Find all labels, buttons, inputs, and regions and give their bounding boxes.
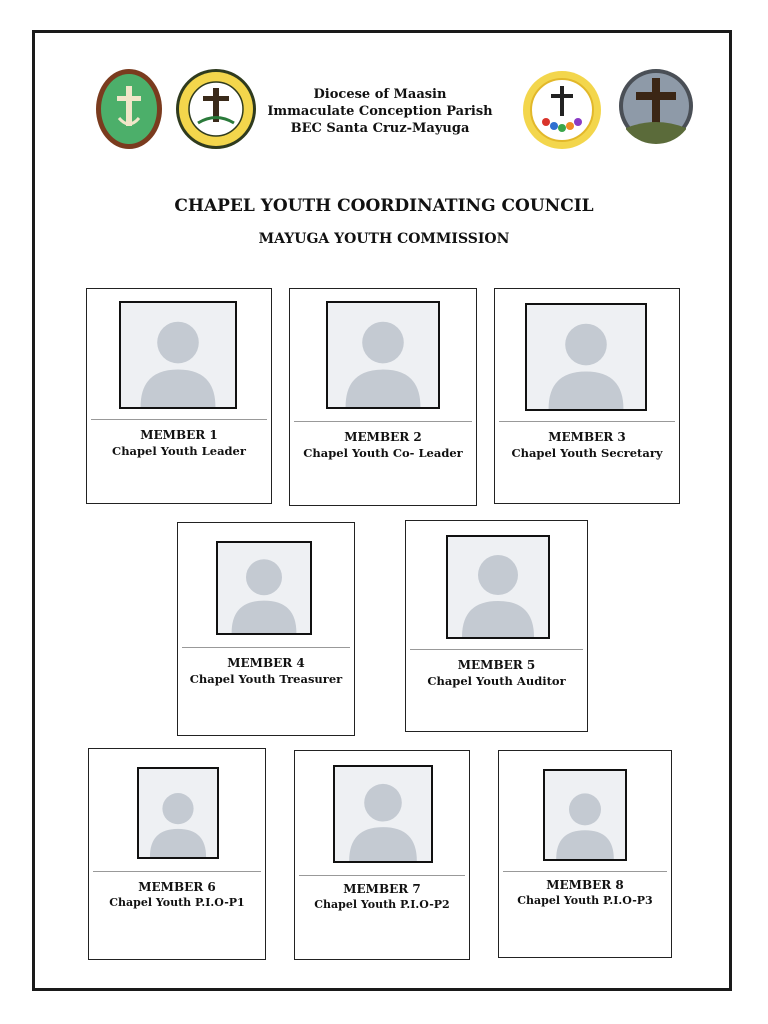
member-role: Chapel Youth P.I.O-P2 — [314, 898, 450, 911]
member-name: MEMBER 8 — [546, 878, 624, 892]
member-photo-placeholder — [216, 541, 312, 635]
member-name: MEMBER 6 — [138, 880, 216, 894]
member-photo-placeholder — [446, 535, 550, 639]
member-role: Chapel Youth Co- Leader — [303, 446, 463, 460]
member-role: Chapel Youth Treasurer — [189, 672, 343, 686]
member-info — [499, 877, 671, 909]
member-name: MEMBER 2 — [344, 430, 422, 444]
member-name: MEMBER 3 — [548, 430, 626, 444]
diocese-text: Diocese of Maasin — [313, 87, 447, 102]
card-divider — [294, 421, 472, 422]
member-photo-placeholder — [543, 769, 627, 861]
cross-emblem-logo — [618, 68, 694, 144]
member-photo-placeholder — [137, 767, 219, 859]
bec-text: BEC Santa Cruz-Mayuga — [290, 121, 470, 136]
member-name: MEMBER 5 — [457, 658, 536, 672]
card-divider — [91, 419, 267, 420]
member-info — [290, 429, 476, 461]
member-info — [295, 881, 469, 913]
member-photo-placeholder — [525, 303, 647, 411]
member-info — [406, 657, 587, 689]
card-divider — [93, 871, 261, 872]
card-divider — [503, 871, 667, 872]
member-role: Chapel Youth P.I.O-P3 — [517, 894, 653, 907]
member-role: Chapel Youth P.I.O-P1 — [109, 896, 245, 909]
member-name: MEMBER 1 — [140, 428, 218, 442]
member-photo-placeholder — [326, 301, 440, 409]
parish-text: Immaculate Conception Parish — [267, 104, 493, 119]
member-info — [87, 427, 271, 459]
card-divider — [182, 647, 350, 648]
card-divider — [299, 875, 465, 876]
member-card — [289, 288, 477, 506]
member-card — [294, 750, 470, 960]
member-card — [177, 522, 355, 736]
member-card — [88, 748, 266, 960]
member-info — [495, 429, 679, 461]
member-name: MEMBER 4 — [227, 656, 305, 670]
parish-seal-logo — [95, 68, 163, 150]
member-card — [405, 520, 588, 732]
member-info — [178, 655, 354, 687]
member-role: Chapel Youth Secretary — [511, 446, 663, 460]
member-card — [494, 288, 680, 504]
member-photo-placeholder — [333, 765, 433, 863]
council-title: CHAPEL YOUTH COORDINATING COUNCIL — [174, 196, 594, 216]
member-name: MEMBER 7 — [343, 882, 421, 896]
member-card — [498, 750, 672, 958]
card-divider — [499, 421, 675, 422]
member-info — [89, 879, 265, 911]
member-role: Chapel Youth Auditor — [427, 674, 566, 688]
commission-subtitle: MAYUGA YOUTH COMMISSION — [258, 231, 510, 247]
card-divider — [410, 649, 583, 650]
member-photo-placeholder — [119, 301, 237, 409]
commission-on-youth-logo — [520, 70, 604, 150]
member-card — [86, 288, 272, 504]
member-role: Chapel Youth Leader — [112, 444, 246, 458]
parish-header — [230, 86, 530, 137]
